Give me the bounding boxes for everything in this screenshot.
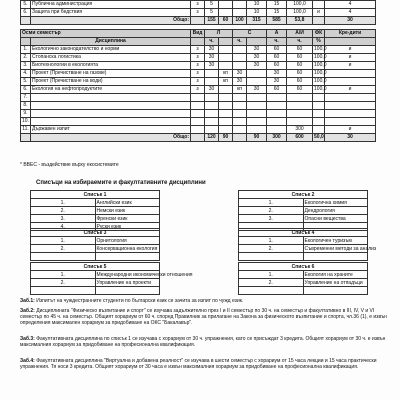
discipline-name: Екологично законодателство и норми <box>31 46 191 54</box>
list-title: Списък 3 <box>31 229 160 237</box>
discipline-name <box>31 110 191 118</box>
row-number: 11. <box>22 126 29 132</box>
list-item: 1. Английски език <box>31 199 160 207</box>
table-row <box>21 94 376 102</box>
row-number: 2. <box>21 54 31 62</box>
row-number: 4. <box>21 70 31 78</box>
list-title: Списък 4 <box>239 229 368 237</box>
discipline-name: Биотехнологии в екологията <box>31 62 191 70</box>
lists-title: Списъци на избираемите и факултативните дисциплини <box>36 180 206 186</box>
eighth-semester-table <box>20 29 376 142</box>
row-number: 8. <box>21 102 31 110</box>
elective-list-1 <box>30 190 160 231</box>
table-row: 1. Екологично законодателство и норми з 30 30 60 60 100,0 и <box>21 46 376 54</box>
note-3: Заб.3: Факултативната дисциплина по списък 1 се изучава с хорариум от 30 ч. упражнения, като се присъждат 3 кредита. Общият хорариум от 30 ч. е извън максималния хорариум за придобиване на професионална квалификация. <box>20 336 386 349</box>
list-item: 1. Екология на храните <box>239 271 368 279</box>
elective-list-2 <box>238 190 368 231</box>
list-item: 2. Управление на отпадъци <box>239 279 368 287</box>
table-row: 3. Биотехнологии в екологията з 30 30 60 60 100,0 и <box>21 62 376 70</box>
column-header-row: Дисциплина ч. ч. ч. ч. % <box>21 38 376 46</box>
elective-list-6 <box>238 262 368 295</box>
row-number: 5. <box>21 1 31 9</box>
table-row: 5. Публична администрация з 5 10 15 100,0 4 <box>21 1 376 9</box>
list-item: 3. Френски език <box>31 215 160 223</box>
row-number: 6. <box>21 9 31 17</box>
list-item: 1. Международни икономически отношения <box>31 271 160 279</box>
table-row: 4. Проект (Пречистване на газове) з кп 30 30 60 100,0 <box>21 70 376 78</box>
row-number: 10. <box>22 118 29 124</box>
discipline-column-header: Дисциплина <box>31 38 191 46</box>
list-item: 2. Управление на проекти <box>31 279 160 287</box>
discipline-name <box>31 94 191 102</box>
table-row: 6. Екология на нефтопродуктите з 30 кп 30 60 60 100,0 и <box>21 86 376 94</box>
elective-list-3 <box>30 228 160 261</box>
note-4: Заб.4: Факултативната дисциплина "Виртуална и добавена реалност" се изучава в шести семестър с хорариум от 15 часа лекции и 15 часа практически упражнения. Тя носи 3 кредита. Общият хорариум от 30 часа е извън максималния хорариум за придобиване на професионална квалификация. <box>20 358 377 371</box>
total-label: Общо: <box>31 134 191 142</box>
list-item: 2. Консервационна екология <box>31 245 160 253</box>
list-item: 1. Екологичен туризъм <box>239 237 368 245</box>
list-item: 1. Орнитология <box>31 237 160 245</box>
elective-list-4 <box>238 228 377 261</box>
list-item: 4. Руски език <box>31 223 160 231</box>
table-row: 6. Защита при бедствия з 5 10 15 100,0 и 4 <box>21 9 376 17</box>
table-row: 11. Държавен изпит 300 и <box>21 126 376 134</box>
list-item: 2. Съвременни методи за анализ <box>239 245 368 253</box>
discipline-name: Публична администрация <box>31 1 191 9</box>
table-row <box>21 102 376 110</box>
discipline-name: Държавен изпит <box>31 126 191 134</box>
list-title: Списък 1 <box>31 191 160 199</box>
note-1: Заб.1: Изпитът на чуждестранните студенти по български език се зачита за изпит по чужд език. <box>20 298 244 304</box>
table-row: 2. Стопанска логистика з 30 30 60 60 100,0 и <box>21 54 376 62</box>
list-title: Списък 5 <box>31 263 160 271</box>
total-row: Общо: 120 90 90 300 600 50,0 30 <box>21 134 376 142</box>
row-number: 5. <box>21 78 31 86</box>
list-item: 3. Опасни вещества <box>239 215 368 223</box>
discipline-name: Екология на нефтопродуктите <box>31 86 191 94</box>
table-row <box>21 118 376 126</box>
table-row <box>21 110 376 118</box>
semester-title-row: Осми семестър Вид Л С А А/И ФК Кре-дити <box>21 30 376 38</box>
list-item: 2. Дендрология <box>239 207 368 215</box>
discipline-name <box>31 118 191 126</box>
row-number: 7. <box>21 94 31 102</box>
discipline-name: Стопанска логистика <box>31 54 191 62</box>
table-row: 5. Проект (Пречистване на води) з кп 30 30 60 100,0 <box>21 78 376 86</box>
total-label: Общо: <box>31 17 191 25</box>
elective-list-5 <box>30 262 193 295</box>
note-2: Заб.2: Дисциплината "Физическо възпитание и спорт" се изучава задължително през I и II семестър по 30 ч. на семестър и факултативно в III, IV, V и VI семестър по 45 ч. на семестър. Общият хорариум от 60 ч. според Правилник за прилагане на Закона за физическото възпитание и спорта, чл.36 (1), е извън определения максимален хорариум за придобиване на ОКС "Бакалавър". <box>20 308 387 327</box>
list-item <box>239 253 368 261</box>
discipline-name: Проект (Пречистване на газове) <box>31 70 191 78</box>
list-item: 1. Екологична химия <box>239 199 368 207</box>
row-number: 6. <box>21 86 31 94</box>
list-item: 2. Немски език <box>31 207 160 215</box>
list-title: Списък 6 <box>239 263 368 271</box>
discipline-name: Защита при бедствия <box>31 9 191 17</box>
row-number: 1. <box>21 46 31 54</box>
discipline-name <box>31 102 191 110</box>
list-item <box>31 287 160 295</box>
list-title: Списък 2 <box>239 191 368 199</box>
semester-title: Осми семестър <box>21 30 191 38</box>
list-item <box>31 253 160 261</box>
total-row: Общо: 155 60 100 315 585 53,8 30 <box>21 17 376 25</box>
list-item <box>239 287 368 295</box>
row-number: 9. <box>21 110 31 118</box>
previous-semester-table <box>20 0 376 25</box>
discipline-name: Проект (Пречистване на води) <box>31 78 191 86</box>
ecosystem-footnote: * ВВЕС - въздействие върху екосистемите <box>20 162 119 168</box>
row-number: 3. <box>21 62 31 70</box>
